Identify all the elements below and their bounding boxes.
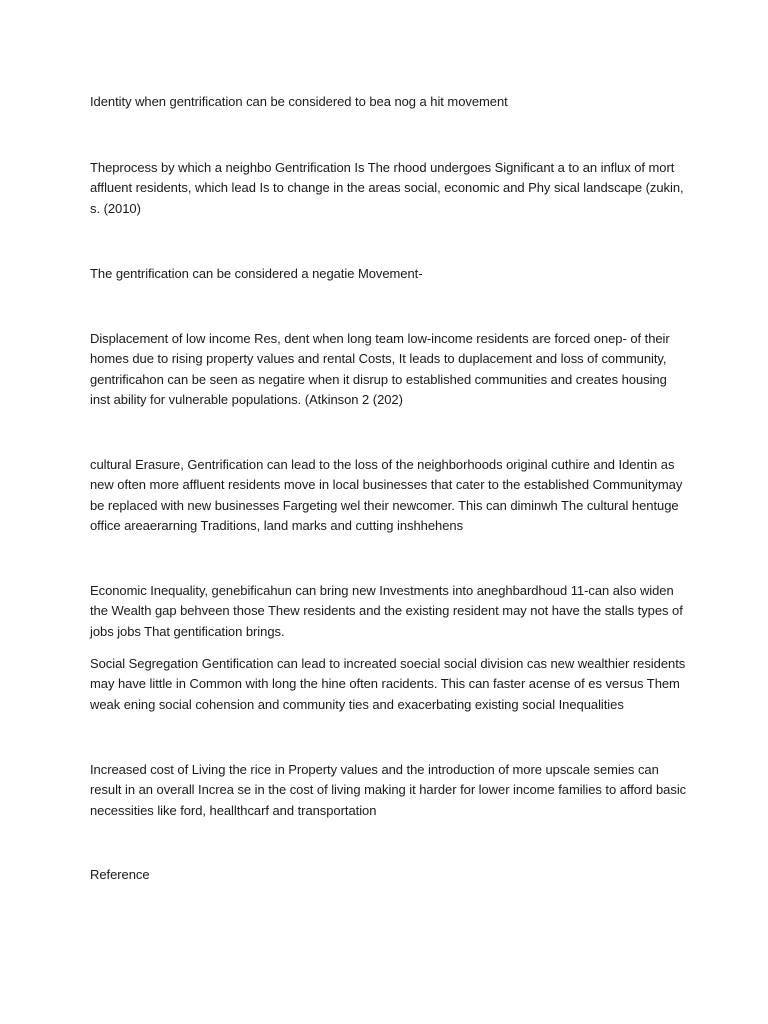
economic-inequality-paragraph: Economic Inequality, genebificahun can bring new Investments into aneghbardhoud 11-can also widen the Wealth gap behveen those Thew residents and the existing resident may not have the stalls types of jobs jobs That gentification brings. [90,583,683,639]
negative-movement-heading: The gentrification can be considered a negatie Movement- [90,266,423,281]
gentrification-definition-paragraph: Theprocess by which a neighbo Gentrification Is The rhood undergoes Significant a to an influx of mort affluent residents, which lead Is to change in the areas social, economic and Phy sical landscape (zukin, s. (2010) [90,160,684,216]
social-segregation-paragraph: Social Segregation Gentification can lead to increated soecial social division cas new wealthier residents may have little in Common with long the hine often racidents. This can faster acense of es versus Them weak ening social cohension and community ties and exacerbating existing social Inequalities [90,656,686,712]
cultural-erasure-paragraph: cultural Erasure, Gentrification can lead to the loss of the neighborhoods original cuthire and Identin as new often more affluent residents move in local businesses that cater to the established Communitymay be replaced with new businesses Fargeting wel their newcomer. This can diminwh The cultural hentuge office areaerarning Traditions, land marks and cutting inshhehens [90,457,683,534]
reference-heading: Reference [90,867,150,882]
cost-of-living-paragraph: Increased cost of Living the rice in Property values and the introduction of more upscale semies can result in an overall Increa se in the cost of living making it harder for lower income families to afford basic necessities like ford, heallthcarf and transportation [90,762,687,818]
document-title-line: Identity when gentrification can be considered to bea nog a hit movement [90,94,508,109]
displacement-paragraph: Displacement of low income Res, dent when long team low-income residents are forced onep- of their homes due to rising property values and rental Costs, It leads to duplacement and loss of community, gentrificahon can be seen as negatire when it disrup to established communities and creates housing inst ability for vulnerable populations. (Atkinson 2 (202) [90,331,670,408]
